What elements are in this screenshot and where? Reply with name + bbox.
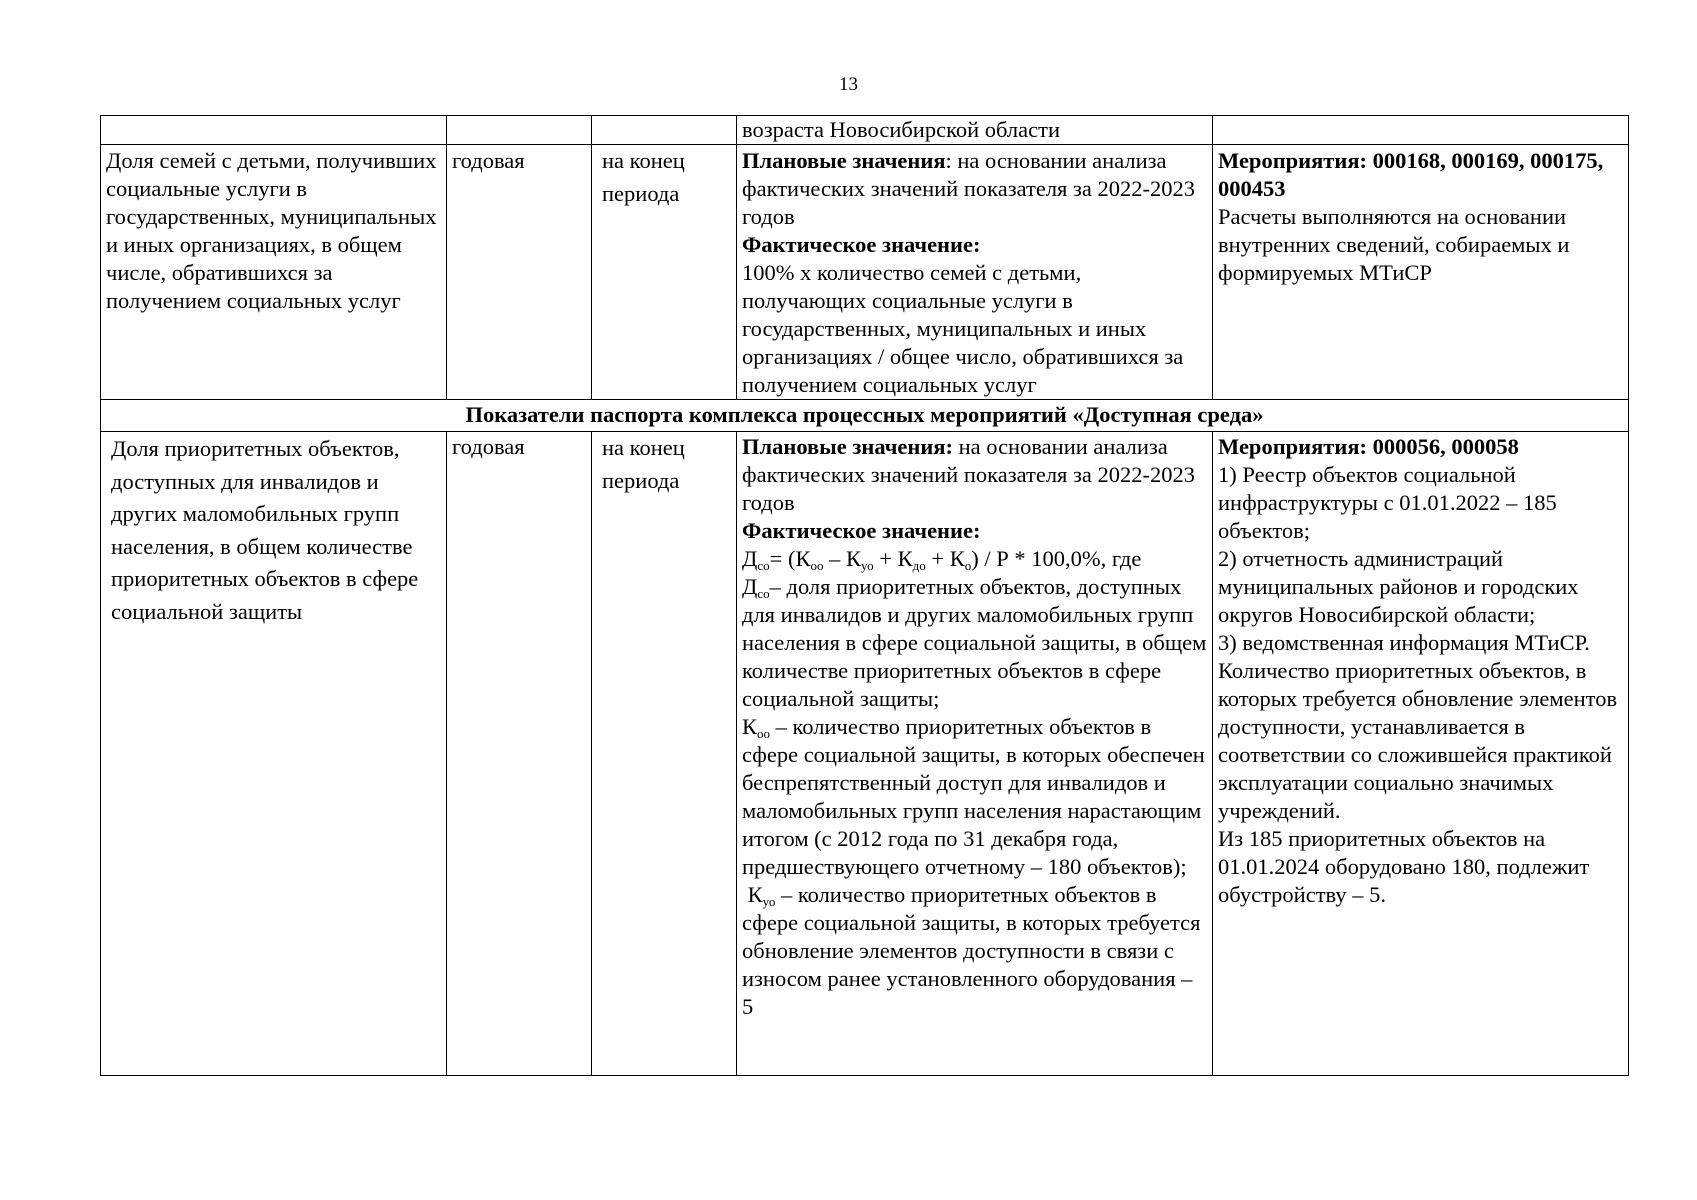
definition-koo: $К_{оо}$ – количество приоритетных объектов в сфере социальной защиты, в которых обеспечен беспрепятственный доступ для инвалидов и маломобильных групп населения нарастающим итогом (с 2012 года по 31 декабря года, предшествующего отчетному – 180 объектов); (742, 714, 1205, 879)
indicator-cell (101, 145, 447, 400)
formula: $Д_{со}= (К_{оо} - К_{уо} + К_{до} + К_о) / Р * 100,0\%$, где (742, 546, 1142, 573)
period-cell (592, 145, 737, 400)
indicator-cell (101, 432, 447, 1076)
indicator-text: Доля приоритетных объектов, доступных для инвалидов и других маломобильных групп населения, в общем количестве приоритетных объектов в сфере социальной защиты (111, 436, 419, 624)
section-header: Показатели паспорта комплекса процессных мероприятий «Доступная среда» (101, 400, 1629, 432)
plan-text: : на основании анализа фактических значений показателя за 2022-2023 годов (742, 148, 1196, 229)
source-line: Из 185 приоритетных объектов на 01.01.2024 оборудовано 180, подлежит обустройству – 5. (1218, 826, 1590, 907)
indicator-text: Доля семей с детьми, получивших социальные услуги в государственных, муниципальных и иных организациях, в общем числе, обратившихся за получением социальных услуг (106, 148, 437, 313)
source-cell (1213, 145, 1629, 400)
period-cell (592, 432, 737, 1076)
source-text: Расчеты выполняются на основании внутренних сведений, собираемых и формируемых МТиСР (1218, 204, 1570, 285)
source-label: Мероприятия: 000168, 000169, 000175, 000453 (1218, 148, 1604, 201)
source-line: Количество приоритетных объектов, в которых требуется обновление элементов доступности, устанавливается в соответствии со сложившейся практикой эксплуатации социально значимых учреждений. (1218, 658, 1618, 823)
definition-dco: $Д_{со}-$ доля приоритетных объектов, доступных для инвалидов и других маломобильных групп населения в сфере социальной защиты, в общем количестве приоритетных объектов в сфере социальной защиты; (742, 574, 1207, 711)
frequency-cell (447, 145, 592, 400)
source-label: Мероприятия: 000056, 000058 (1218, 434, 1519, 459)
frequency-cell (447, 432, 592, 1076)
section-header-row (101, 400, 1629, 432)
source-cell (1213, 432, 1629, 1076)
plan-label: Плановые значения (742, 148, 946, 173)
fact-text: 100% x количество семей с детьми, получающих социальные услуги в государственных, муниципальных и иных организациях / общее число, обратившихся за получением социальных услуг (742, 260, 1184, 397)
source-line: 2) отчетность администраций муниципальных районов и городских округов Новосибирской области; (1218, 546, 1579, 627)
method-cell (737, 116, 1213, 145)
frequency-cell (447, 116, 592, 145)
table-row (101, 145, 1629, 400)
source-cell (1213, 116, 1629, 145)
period-text-line1: на конец (602, 435, 685, 460)
fact-label: Фактическое значение: (742, 518, 981, 543)
method-cell (737, 432, 1213, 1076)
indicator-cell (101, 116, 447, 145)
method-text: возраста Новосибирской области (742, 117, 1060, 142)
page-number: 13 (839, 74, 858, 95)
method-cell (737, 145, 1213, 400)
plan-label: Плановые значения: (742, 434, 953, 459)
plan-text: на основании анализа фактических значений показателя за 2022-2023 годов (742, 434, 1196, 515)
indicators-table (100, 115, 1629, 1076)
frequency-text: годовая (452, 434, 525, 459)
period-text-line2: периода (602, 467, 680, 493)
fact-label: Фактическое значение: (742, 232, 981, 257)
table-row (101, 432, 1629, 1076)
period-cell (592, 116, 737, 145)
source-line: 1) Реестр объектов социальной инфраструктуры с 01.01.2022 – 185 объектов; (1218, 462, 1557, 543)
period-text-line2: периода (602, 180, 680, 206)
definition-kyo: $К_{уо}$ – количество приоритетных объектов в сфере социальной защиты, в которых требуется обновление элементов доступности в связи с износом ранее установленного оборудования – 5 (742, 882, 1201, 1019)
frequency-text: годовая (452, 148, 525, 173)
table-row (101, 116, 1629, 145)
source-line: 3) ведомственная информация МТиСР. (1218, 630, 1590, 655)
period-text-line1: на конец (602, 148, 685, 173)
